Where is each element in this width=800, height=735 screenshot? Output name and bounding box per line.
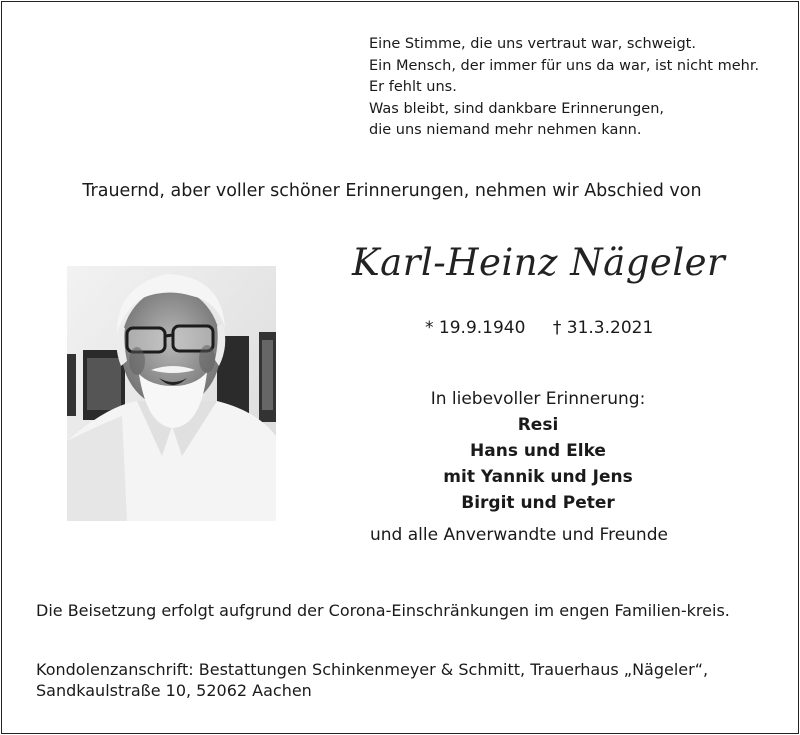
portrait-photo-icon [67,266,276,521]
condolence-address [36,659,759,701]
poem-line: die uns niemand mehr nehmen kann. [369,122,642,139]
life-dates [425,318,653,338]
mourner-name: mit Yannik und Jens [443,467,633,487]
mourners-block [390,386,686,516]
death-date: † 31.3.2021 [552,318,654,338]
relatives-text: und alle Anverwandte und Freunde [370,525,668,545]
condolence-line: Sandkaulstraße 10, 52062 Aachen [36,681,312,700]
mourner-name: Hans und Elke [470,441,606,461]
poem-line: Ein Mensch, der immer für uns da war, ist nicht mehr. [369,57,760,74]
intro-text: Trauernd, aber voller schöner Erinnerungen, nehmen wir Abschied von [82,181,702,201]
condolence-line: Kondolenzanschrift: Bestattungen Schinkenmeyer & Schmitt, Trauerhaus „Nägeler“, [36,660,709,679]
poem-line: Was bleibt, sind dankbare Erinnerungen, [369,100,664,117]
poem-line: Eine Stimme, die uns vertraut war, schweigt. [369,36,696,52]
portrait-photo [67,266,276,521]
birth-date: * 19.9.1940 [425,318,526,338]
burial-notice: Die Beisetzung erfolgt aufgrund der Corona-Einschränkungen im engen Familien-kreis. [36,601,730,620]
mourner-name: Birgit und Peter [461,493,615,513]
deceased-name: Karl-Heinz Nägeler [352,241,726,284]
poem [369,34,759,142]
poem-line: Er fehlt uns. [369,79,457,96]
mourner-name: Resi [517,415,559,435]
mourners-label: In liebevoller Erinnerung: [430,389,646,409]
